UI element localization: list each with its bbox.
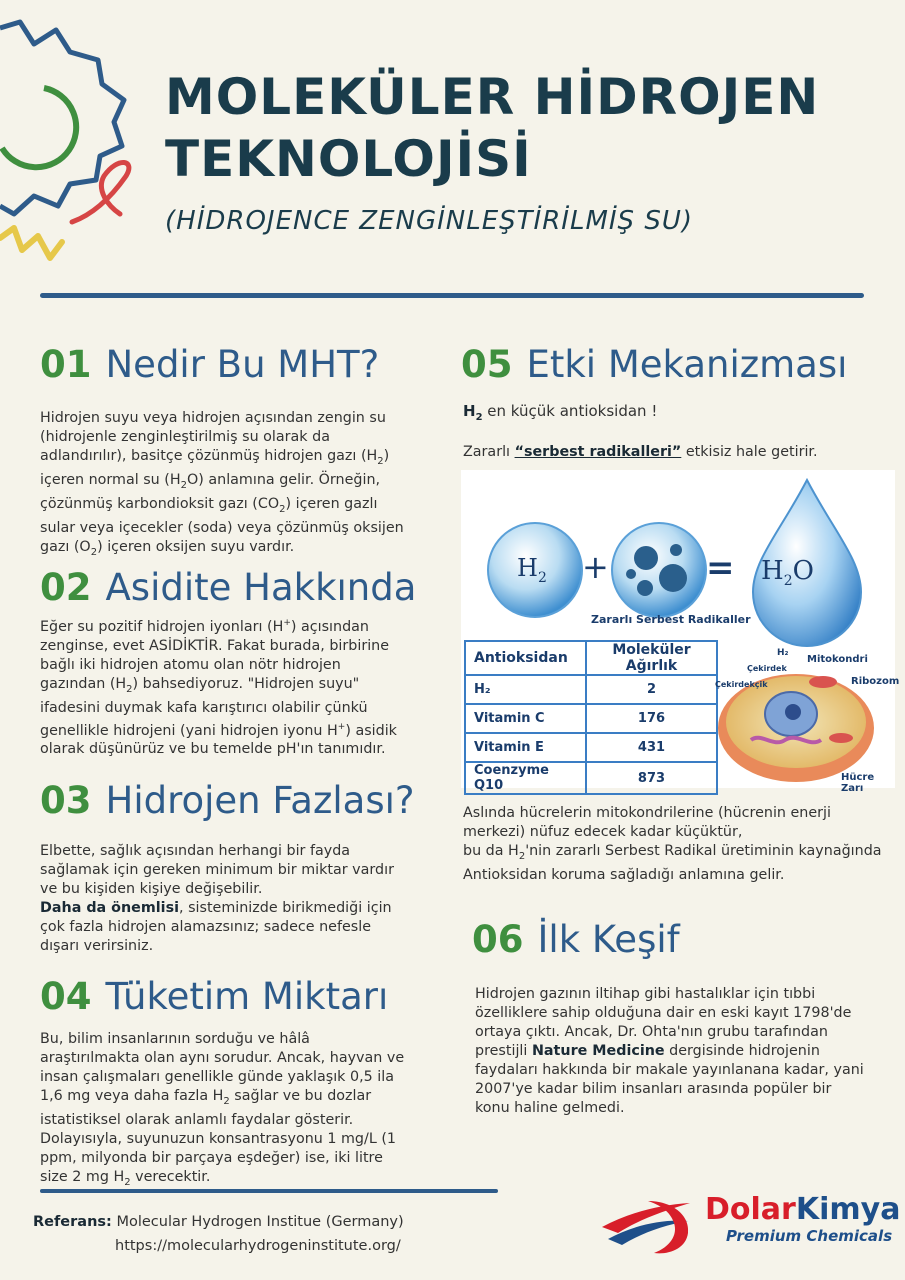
table-cell: Vitamin E	[465, 733, 586, 762]
gear-decoration-icon	[0, 0, 140, 270]
page-title: MOLEKÜLER HİDROJEN TEKNOLOJİSİ	[165, 68, 820, 188]
section-03-number: 03	[40, 779, 92, 822]
section-06-title: İlk Keşif	[537, 918, 680, 961]
free-radicals-emphasis: “serbest radikalleri”	[514, 444, 682, 460]
page-subtitle: (HİDROJENCE ZENGİNLEŞTİRİLMİŞ SU)	[165, 206, 693, 236]
cell-label-h2: H₂	[777, 648, 789, 658]
cell-label-mitochondria: Mitokondri	[807, 654, 868, 665]
section-02-heading	[40, 566, 416, 609]
section-05-body: Aslında hücrelerin mitokondrilerine (hücrenin enerji merkezi) nüfuz edecek kadar küçüktür, bu da $H_2'nin$ zararlı Serbest Radikal üretiminin kaynağında Antioksidan koruma sağladığı anlamına gelir.	[463, 805, 882, 883]
radicals-label: Zararlı Serbest Radikaller	[591, 613, 751, 626]
h2o-label: $H_2O$	[761, 556, 814, 590]
section-03-heading	[40, 779, 415, 822]
reference-label: Referans:	[33, 1214, 112, 1230]
section-03-body: Elbette, sağlık açısından herhangi bir fayda sağlamak için gereken minimum bir miktar vardır ve bu kişiden kişiye değişebilir. Daha da önemlisi, sisteminizde birikmediği için çok fazla hidrojen alamazsınız; sadece nefesle dışarı verirsiniz.	[40, 843, 394, 954]
table-cell: Coenzyme Q10	[465, 762, 586, 794]
table-cell: 176	[586, 704, 717, 733]
cell-label-nucleus: Çekirdek	[747, 664, 787, 673]
section-05-heading	[461, 343, 847, 386]
section-05-title: Etki Mekanizması	[526, 343, 848, 386]
section-04-body: Bu, bilim insanlarının sorduğu ve hâlâ araştırılmakta olan aynı sorudur. Ancak, hayvan ve insan çalışmaları genellikle günde yaklaşık 0,5 ila 1,6 mg veya daha fazla $H_2$ sağlar ve bu dozlar istatistiksel olarak anlamlı faydalar gösterir. Dolayısıyla, suyunuzun konsantrasyonu 1 mg/L (1 ppm, milyonda bir parçaya eşdeğer) ise, iki litre size 2 mg $H_2$ verecektir.	[40, 1031, 405, 1188]
table-header-row	[465, 641, 717, 675]
section-04-title: Tüketim Miktarı	[105, 975, 389, 1018]
section-05-line2: Zararlı “serbest radikalleri” etkisiz hale getirir.	[463, 444, 818, 460]
table-row	[465, 675, 717, 704]
section-02-body: Eğer su pozitif hidrojen iyonları (H+) açısından zenginse, evet ASİDİKTİR. Fakat burada, birbirine bağlı iki hidrojen atomu olan nötr hidrojen gazından $(H_2)$ bahsediyoruz. "Hidrojen suyu" ifadesini duymak kafa karıştırıcı olabilir çünkü genellikle hidrojeni (yani hidrojen iyonu H+) asidik olarak düşünürüz ve bu temelde pH'ın tanımıdır.	[40, 618, 397, 758]
table-row	[465, 733, 717, 762]
section-01-number: 01	[40, 343, 92, 386]
table-cell: Vitamin C	[465, 704, 586, 733]
cell-label-membrane: Hücre Zarı	[841, 772, 875, 794]
mechanism-diagram	[461, 470, 900, 794]
plus-sign: +	[582, 548, 609, 586]
reference-line	[33, 1214, 404, 1230]
section-06-number: 06	[472, 918, 524, 961]
section-01-heading	[40, 343, 379, 386]
table-row	[465, 704, 717, 733]
table-cell: 873	[586, 762, 717, 794]
reference-source: Molecular Hydrogen Institue (Germany)	[111, 1214, 404, 1230]
section-04-heading	[40, 975, 388, 1018]
section-01-body: Hidrojen suyu veya hidrojen açısından zengin su (hidrojenle zenginleştirilmiş su olarak da adlandırılır), basitçe çözünmüş hidrojen gazı $(H_2)$ içeren normal su $(H_2O)$ anlamına gelir. Örneğin, çözünmüş karbondioksit gazı $(CO_2)$ içeren gazlı sular veya içecekler (soda) veya çözünmüş oksijen gazı $(O_2)$ içeren oksijen suyu vardır.	[40, 410, 404, 558]
section-05-number: 05	[461, 343, 513, 386]
section-02-title: Asidite Hakkında	[105, 566, 417, 609]
cell-label-ribosome: Ribozom	[851, 676, 900, 687]
table-header-cell: Antioksidan	[465, 641, 586, 675]
section-01-title: Nedir Bu MHT?	[105, 343, 380, 386]
section-06-heading	[472, 918, 680, 961]
h2-sphere-label: $H_2$	[517, 554, 547, 586]
section-03-title: Hidrojen Fazlası?	[105, 779, 415, 822]
footer-divider	[40, 1189, 498, 1193]
table-cell: 431	[586, 733, 717, 762]
free-radicals-sphere-icon	[612, 523, 706, 617]
table-header-cell: Moleküler Ağırlık	[586, 641, 717, 675]
equals-sign: =	[706, 548, 735, 588]
cell-illustration-icon	[718, 674, 874, 782]
reference-url[interactable]: https://molecularhydrogeninstitute.org/	[115, 1238, 401, 1254]
table-row	[465, 762, 717, 794]
section-05-line1: $H_2$ en küçük antioksidan !	[463, 402, 658, 423]
table-cell: 2	[586, 675, 717, 704]
title-divider	[40, 293, 864, 298]
logo-wordmark: DolarKimya	[705, 1192, 901, 1227]
section-02-number: 02	[40, 566, 92, 609]
logo-tagline: Premium Chemicals	[726, 1227, 893, 1245]
section-04-number: 04	[40, 975, 92, 1018]
table-cell: H₂	[465, 675, 586, 704]
cell-label-nucleolus: Çekirdekçik	[715, 680, 768, 689]
antioxidant-table	[464, 640, 718, 795]
section-06-body: Hidrojen gazının iltihap gibi hastalıklar için tıbbi özelliklere sahip olduğuna dair en eski kayıt 1798'de ortaya çıktı. Ancak, Dr. Ohta'nın grubu tarafından prestijli Nature Medicine dergisinde hidrojenin faydaları hakkında bir makale yayınlanana kadar, yani 2007'ye kadar bilim insanları arasında popüler bir konu haline gelmedi.	[475, 986, 864, 1116]
dolarkimya-logo-icon	[598, 1193, 694, 1257]
